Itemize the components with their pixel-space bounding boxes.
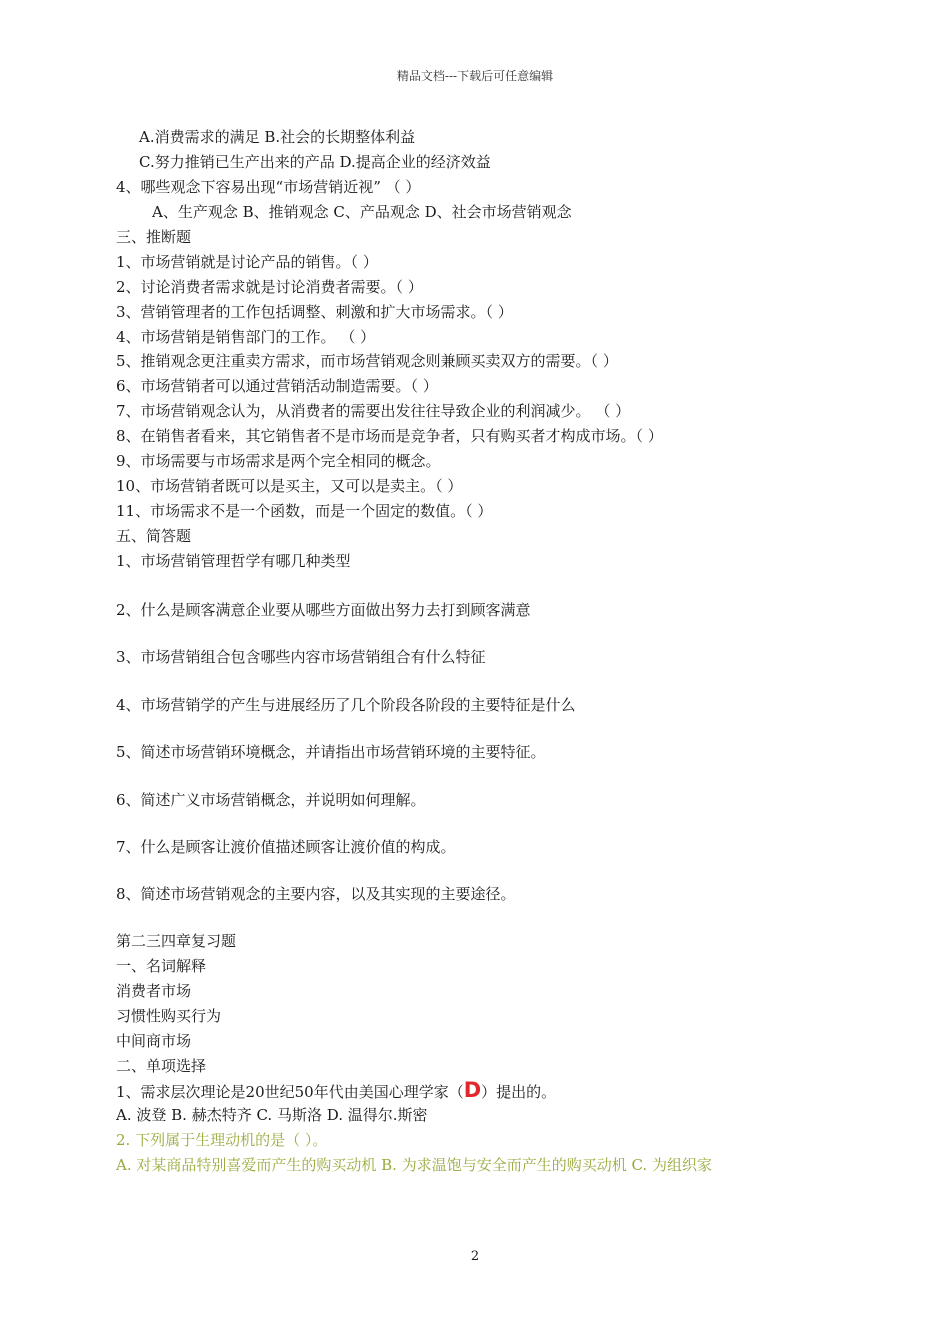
question-4: 4、哪些观念下容易出现“市场营销近视” （ ） (116, 178, 421, 196)
section-heading-judgement: 三、推断题 (116, 228, 192, 246)
term-1: 消费者市场 (116, 982, 192, 1000)
page-header: 精品文档---下载后可任意编辑 (396, 69, 554, 83)
judgement-item-9: 9、市场需要与市场需求是两个完全相同的概念。 (116, 452, 441, 470)
option-line-ab: A.消费需求的满足 B.社会的长期整体利益 (139, 128, 416, 146)
section-heading-terms: 一、名词解释 (116, 957, 207, 975)
term-2: 习惯性购买行为 (116, 1007, 222, 1025)
short-answer-3: 3、市场营销组合包含哪些内容市场营销组合有什么特征 (116, 648, 486, 666)
judgement-item-3: 3、营销管理者的工作包括调整、刺激和扩大市场需求。（ ） (116, 303, 513, 321)
choice-question-2: 2. 下列属于生理动机的是（ ）。 (116, 1131, 328, 1149)
choice-question-2-options: A. 对某商品特别喜爱而产生的购买动机 B. 为求温饱与安全而产生的购买动机 C. 为组织家 (116, 1156, 712, 1174)
short-answer-4: 4、市场营销学的产生与进展经历了几个阶段各阶段的主要特征是什么 (116, 696, 576, 714)
choice-question-1-text-after: ）提出的。 (481, 1083, 557, 1101)
short-answer-5: 5、简述市场营销环境概念，并请指出市场营销环境的主要特征。 (116, 743, 546, 761)
judgement-item-5: 5、推销观念更注重卖方需求，而市场营销观念则兼顾买卖双方的需要。（ ） (116, 352, 618, 370)
judgement-item-11: 11、市场需求不是一个函数，而是一个固定的数值。（ ） (116, 502, 493, 520)
short-answer-7: 7、什么是顾客让渡价值描述顾客让渡价值的构成。 (116, 838, 456, 856)
short-answer-1: 1、市场营销管理哲学有哪几种类型 (116, 552, 351, 570)
term-3: 中间商市场 (116, 1032, 192, 1050)
section-heading-short-answer: 五、简答题 (116, 527, 192, 545)
chapter-title: 第二三四章复习题 (116, 932, 237, 950)
judgement-item-10: 10、市场营销者既可以是买主，又可以是卖主。（ ） (116, 477, 463, 495)
short-answer-2: 2、什么是顾客满意企业要从哪些方面做出努力去打到顾客满意 (116, 601, 531, 619)
choice-question-1 (116, 1080, 556, 1102)
answer-mark: D (463, 1078, 482, 1102)
page-number: 2 (470, 1249, 480, 1264)
short-answer-8: 8、简述市场营销观念的主要内容，以及其实现的主要途径。 (116, 885, 516, 903)
judgement-item-2: 2、讨论消费者需求就是讨论消费者需要。（ ） (116, 278, 423, 296)
choice-question-1-text-before: 1、需求层次理论是20世纪50年代由美国心理学家（ (116, 1083, 464, 1101)
short-answer-6: 6、简述广义市场营销概念，并说明如何理解。 (116, 791, 426, 809)
judgement-item-8: 8、在销售者看来，其它销售者不是市场而是竞争者，只有购买者才构成市场。（ ） (116, 427, 663, 445)
judgement-item-4: 4、市场营销是销售部门的工作。 （ ） (116, 328, 376, 346)
judgement-item-6: 6、市场营销者可以通过营销活动制造需要。（ ） (116, 377, 438, 395)
section-heading-single-choice: 二、单项选择 (116, 1057, 207, 1075)
option-line-cd: C.努力推销已生产出来的产品 D.提高企业的经济效益 (139, 153, 491, 171)
question-4-options: A、生产观念 B、推销观念 C、产品观念 D、社会市场营销观念 (152, 203, 572, 221)
choice-question-1-options: A. 波登 B. 赫杰特齐 C. 马斯洛 D. 温得尔.斯密 (116, 1106, 428, 1124)
judgement-item-7: 7、市场营销观念认为，从消费者的需要出发往往导致企业的利润减少。 （ ） (116, 402, 631, 420)
judgement-item-1: 1、市场营销就是讨论产品的销售。（ ） (116, 253, 378, 271)
